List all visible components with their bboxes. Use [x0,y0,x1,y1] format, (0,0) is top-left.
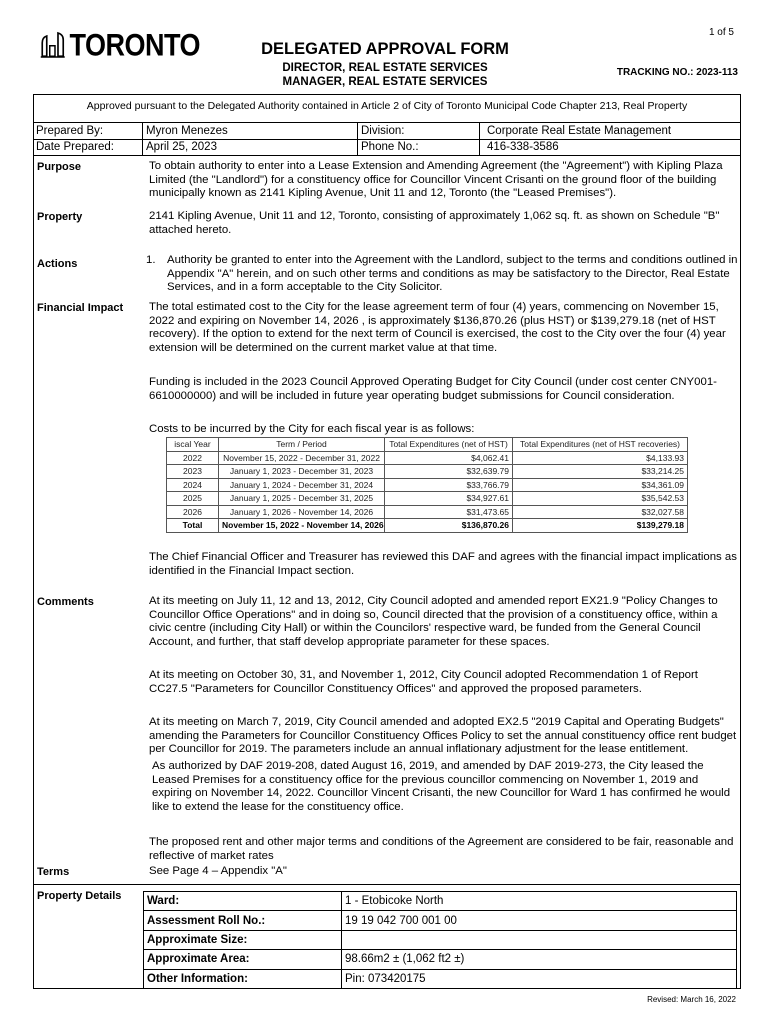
fiscal-year-header: iscal Year [167,438,219,452]
form-title: DELEGATED APPROVAL FORM [261,40,509,58]
action-item-1: Authority be granted to enter into the Agreement with the Landlord, subject to the terms and conditions outlined in Appendix "A" herein, and on such other terms and conditions as may be satisfactory to the Director, Real Estate Services, and in a form acceptable to the City Solicitor. [167,254,738,293]
fiscal-year-cell: 2022 [167,451,219,465]
fiscal-year-cell: 2023 [167,465,219,479]
date-prepared-label: Date Prepared: [36,141,114,153]
phone-label: Phone No.: [361,141,419,153]
table-row [144,930,737,949]
other-information-value: Pin: 073420175 [342,969,737,988]
revised-date: Revised: March 16, 2022 [647,995,736,1004]
expenditure-hst-cell: $32,639.79 [385,465,513,479]
comments-paragraph-4: As authorized by DAF 2019-208, dated August 16, 2019, and amended by DAF 2019-273, the City leased the Leased Premises for a constituency office for the previous councillor commencing on November 1, 2019 and expiring on November 14, 2022. Councillor Vincent Crisanti, the new Councillor for Ward 1 has confirmed he would like to extend the lease for the constituency office. [152,760,731,813]
table-row [144,969,737,988]
table-row [144,911,737,930]
term-period-cell: January 1, 2025 - December 31, 2025 [219,492,385,506]
table-total-row [167,519,688,533]
table-row [167,478,688,492]
expenditure-hst-cell: $4,062.41 [385,451,513,465]
term-period-cell: January 1, 2026 - November 14, 2026 [219,505,385,519]
table-row [167,465,688,479]
financial-paragraph-3: Costs to be incurred by the City for each fiscal year is as follows: [149,423,475,435]
financial-paragraph-1: The total estimated cost to the City for the lease agreement term of four (4) years, commencing on November 15, 2022 and expiring on November 14, 2026 , is approximately $136,870.26 (plus HST) or $139,279.18 (net of HST recovery). If the option to extend for the next term of Council is exercised, the cost to the City over the four (4) year extension will be determined on the current market value at that time. [149,301,726,354]
fiscal-year-cell: 2024 [167,478,219,492]
subtitle-director: DIRECTOR, REAL ESTATE SERVICES [282,62,488,74]
comments-paragraph-2: At its meeting on October 30, 31, and November 1, 2012, City Council adopted Recommendation 1 of Report CC27.5 "Parameters for Councillor Constituency Offices" and approved the proposed parameters. [149,669,698,695]
approximate-size-value [342,930,737,949]
property-details-table [143,891,737,989]
actions-label: Actions [37,258,78,270]
approved-statement: Approved pursuant to the Delegated Authority contained in Article 2 of City of Toronto Municipal Code Chapter 213, Real Property [86,100,688,112]
divider [479,122,480,155]
table-row [144,892,737,911]
expenditure-recoveries-header: Total Expenditures (net of HST recoveries) [513,438,688,452]
expenditure-hst-cell: $31,473.65 [385,505,513,519]
total-hst-cell: $136,870.26 [385,519,513,533]
term-period-cell: January 1, 2023 - December 31, 2023 [219,465,385,479]
financial-paragraph-4: The Chief Financial Officer and Treasurer has reviewed this DAF and agrees with the financial impact implications as identified in the Financial Impact section. [149,551,737,577]
tracking-number: TRACKING NO.: 2023-113 [616,67,738,78]
expenditure-recoveries-cell: $33,214.25 [513,465,688,479]
property-details-label: Property Details [37,890,122,902]
total-recoveries-cell: $139,279.18 [513,519,688,533]
financial-paragraph-2: Funding is included in the 2023 Council Approved Operating Budget for City Council (under cost center CNY001-6610000000) and will be included in future year operating budget submissions for Council consideration. [149,376,717,402]
comments-paragraph-3: At its meeting on March 7, 2019, City Council amended and adopted EX2.5 "2019 Capital and Operating Budgets" amending the Parameters for Councillor Constituency Offices Policy to set the annual constituency office rent budget per Councillor for 2019. The parameters include an annual inflationary adjustment for the lease entitlement. [149,716,737,755]
purpose-label: Purpose [37,161,82,173]
fiscal-year-cell: 2025 [167,492,219,506]
purpose-text: To obtain authority to enter into a Lease Extension and Amending Agreement (the "Agreement") with Kipling Plaza Limited (the "Landlord") for a constituency office for Councillor Vincent Crisanti on the ground floor of the building municipally known as 2141 Kipling Avenue, Unit 11 and 12, Toronto (the "Leased Premises"). [149,160,723,199]
action-number: 1. [146,254,156,266]
other-information-label: Other Information: [144,969,342,988]
page-number: 1 of 5 [708,27,734,38]
expenditure-recoveries-cell: $34,361.09 [513,478,688,492]
total-period-cell: November 15, 2022 - November 14, 2026 [219,519,385,533]
terms-label: Terms [37,866,70,878]
term-period-cell: January 1, 2024 - December 31, 2024 [219,478,385,492]
form-subtitle [200,61,570,89]
division-label: Division: [361,125,405,137]
expenditure-recoveries-cell: $35,542.53 [513,492,688,506]
property-label: Property [37,211,83,223]
fiscal-year-cell: 2026 [167,505,219,519]
comments-label: Comments [37,596,94,608]
divider [34,122,740,123]
approximate-area-value: 98.66m2 ± (1,062 ft2 ±) [342,950,737,969]
phone-value: 416-338-3586 [487,141,559,153]
total-label-cell: Total [167,519,219,533]
divider [34,884,740,885]
property-text: 2141 Kipling Avenue, Unit 11 and 12, Toronto, consisting of approximately 1,062 sq. ft. as shown on Schedule "B" attached hereto. [149,210,720,236]
fiscal-year-table [166,437,688,533]
ward-value: 1 - Etobicoke North [342,892,737,911]
division-value: Corporate Real Estate Management [487,125,672,137]
comments-paragraph-5: The proposed rent and other major terms and conditions of the Agreement are considered to be fair, reasonable and reflective of market rates [149,836,734,862]
logo-wordmark: TORONTO [69,27,200,62]
expenditure-hst-cell: $34,927.61 [385,492,513,506]
table-row [167,505,688,519]
terms-text: See Page 4 – Appendix "A" [149,865,287,877]
expenditure-hst-header: Total Expenditures (net of HST) [385,438,513,452]
expenditure-recoveries-cell: $4,133.93 [513,451,688,465]
table-header-row [167,438,688,452]
divider [34,155,740,156]
subtitle-manager: MANAGER, REAL ESTATE SERVICES [282,76,488,88]
term-period-header: Term / Period [219,438,385,452]
divider [142,122,143,155]
comments-paragraph-1: At its meeting on July 11, 12 and 13, 2012, City Council adopted and amended report EX21.9 "Policy Changes to Councillor Office Operations" and in doing so, Council directed that the provision of a constituency office, within a civic centre (including City Hall) or within the Councilors' respective ward, be funded from the General Council Account, and further, that staff develop appropriate parameter for these spaces. [149,595,718,648]
prepared-by-value: Myron Menezes [146,125,228,137]
city-hall-icon [40,28,65,62]
financial-impact-label: Financial Impact [37,302,124,314]
table-row [144,950,737,969]
divider [34,139,740,140]
term-period-cell: November 15, 2022 - December 31, 2022 [219,451,385,465]
table-row [167,451,688,465]
divider [357,122,358,155]
table-row [167,492,688,506]
assessment-roll-value: 19 19 042 700 001 00 [342,911,737,930]
toronto-logo [40,23,200,67]
assessment-roll-label: Assessment Roll No.: [144,911,342,930]
expenditure-recoveries-cell: $32,027.58 [513,505,688,519]
expenditure-hst-cell: $33,766.79 [385,478,513,492]
approximate-area-label: Approximate Area: [144,950,342,969]
ward-label: Ward: [144,892,342,911]
prepared-by-label: Prepared By: [36,125,104,137]
date-prepared-value: April 25, 2023 [146,141,217,153]
approximate-size-label: Approximate Size: [144,930,342,949]
